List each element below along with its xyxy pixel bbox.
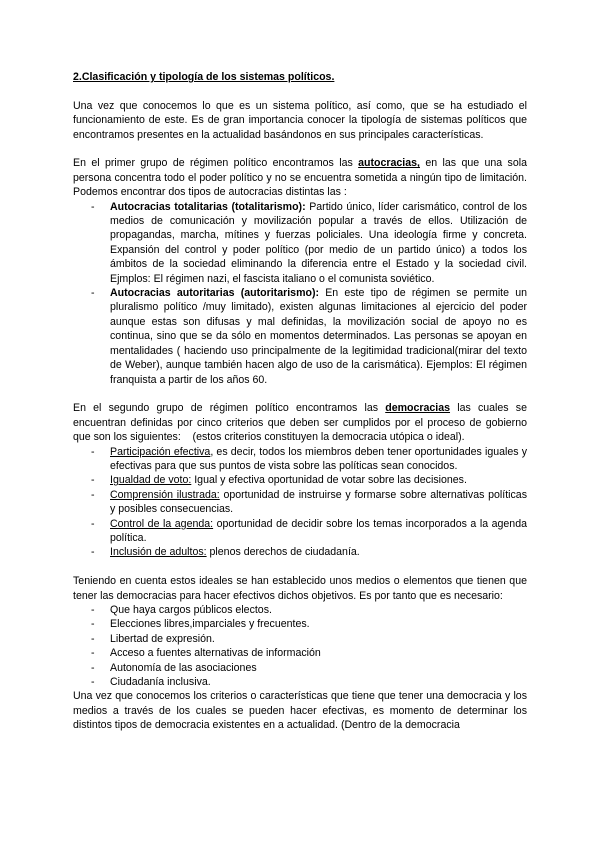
list-item-text: Partido único, líder carismático, control de los medios de comunicación y movilización popular a través de ellos. Utilización de propagandas, marcha, mítines y fuerzas policiales. Una ideología firme y concreta. Expansión del control y poder político (por medio de un partido único) a todos los ámbitos de la sociedad eliminando la diferencia entre el Estado y la sociedad civil. Ejmplos: El régimen nazi, el fascista italiano o el comunista soviético. bbox=[110, 200, 527, 285]
list-item-text: oportunidad de decidir sobre los temas incorporados a la agenda política. bbox=[110, 517, 527, 544]
democracias-term: democracias bbox=[385, 402, 451, 415]
list-item-term: Autocracias autoritarias (autoritarismo): bbox=[110, 287, 320, 300]
list-item bbox=[73, 545, 527, 559]
autocracias-list bbox=[73, 200, 527, 387]
spacer bbox=[73, 387, 527, 401]
list-item bbox=[73, 473, 527, 487]
list-item bbox=[73, 286, 527, 387]
list-item bbox=[73, 488, 527, 517]
list-item-term: Autocracias totalitarias (totalitarismo): bbox=[110, 200, 306, 213]
list-item-term: Inclusión de adultos: bbox=[110, 546, 207, 559]
section-heading: 2.Clasificación y tipología de los sistemas políticos. bbox=[73, 71, 335, 83]
list-item bbox=[73, 200, 527, 286]
medios-paragraph: Teniendo en cuenta estos ideales se han establecido unos medios o elementos que tienen que tener las democracias para hacer efectivos dichos objetivos. Es por tanto que es necesario: bbox=[73, 575, 527, 602]
list-item bbox=[73, 445, 527, 474]
democracias-paragraph bbox=[73, 401, 530, 444]
list-item-text: En este tipo de régimen se permite un pluralismo político /muy limitado), existen algunas limitaciones al ejercicio del poder aunque estas son difusas y mal definidas, la movilización social de apoyo no es continua, sino que se da sólo en momentos determinados. Las personas se apoyan en mentalidades ( haciendo uso principalmente de la legitimidad tradicional(mirar del texto de Weber), aunque también hacen algo de uso de la carismática). Ejemplos: El régimen franquista a partir de los años 60. bbox=[110, 287, 527, 386]
list-item-term: Participación efectiva bbox=[110, 445, 211, 458]
spacer bbox=[73, 560, 527, 574]
closing-paragraph: Una vez que conocemos los criterios o características que tiene que tener una democracia y los medios a través de los cuales se pueden hacer efectivas, es momento de determinar los distintos tipos de democracia existentes en a actualidad. (Dentro de la democracia bbox=[73, 690, 527, 732]
list-item: - Autonomía de las asociaciones bbox=[73, 661, 527, 675]
list-item-term: Igualdad de voto: bbox=[110, 474, 192, 487]
list-item-term: Control de la agenda: bbox=[110, 517, 214, 530]
list-item: - Que haya cargos públicos electos. bbox=[73, 603, 527, 617]
criterios-list bbox=[73, 445, 527, 560]
list-item-text: , es decir, todos los miembros deben tener oportunidades iguales y efectivas para que sus puntos de vista sobre las políticas sean conocidos. bbox=[110, 445, 527, 472]
list-item bbox=[73, 517, 527, 546]
list-item-text: oportunidad de instruirse y formarse sobre alternativas políticas y posibles consecuencias. bbox=[110, 488, 527, 516]
text-run: las cuales se encuentran definidas por cinco criterios que deben ser cumplidos por el proceso de gobierno que son los siguientes: (estos criterios constituyen la democracia utópica o ideal). bbox=[73, 402, 530, 444]
list-item-term: Comprensión ilustrada: bbox=[110, 488, 220, 501]
spacer bbox=[73, 84, 527, 98]
autocracias-paragraph bbox=[73, 156, 527, 199]
list-item-text: plenos derechos de ciudadanía. bbox=[206, 546, 360, 559]
spacer bbox=[73, 142, 527, 156]
intro-paragraph: Una vez que conocemos lo que es un sistema político, así como, que se ha estudiado el funcionamiento de este. Es de gran importancia conocer la tipología de sistemas políticos que encontramos presentes en la actualidad basándonos en sus principales características. bbox=[73, 99, 527, 141]
list-item: - Acceso a fuentes alternativas de información bbox=[73, 646, 527, 660]
text-run: En el segundo grupo de régimen político encontramos las bbox=[73, 402, 386, 415]
autocracias-term: autocracias, bbox=[358, 157, 420, 170]
list-item-text: Igual y efectiva oportunidad de votar sobre las decisiones. bbox=[191, 474, 467, 487]
list-item: - Ciudadanía inclusiva. bbox=[73, 675, 527, 689]
text-run: en las que una sola persona concentra todo el poder político y no se encuentra sometida a ningún tipo de limitación. Podemos encontrar dos tipos de autocracias distintas las : bbox=[73, 157, 527, 199]
list-item: - Libertad de expresión. bbox=[73, 632, 527, 646]
medios-list bbox=[73, 603, 527, 689]
text-run: En el primer grupo de régimen político encontramos las bbox=[73, 157, 359, 170]
list-item: - Elecciones libres,imparciales y frecuentes. bbox=[73, 617, 527, 631]
